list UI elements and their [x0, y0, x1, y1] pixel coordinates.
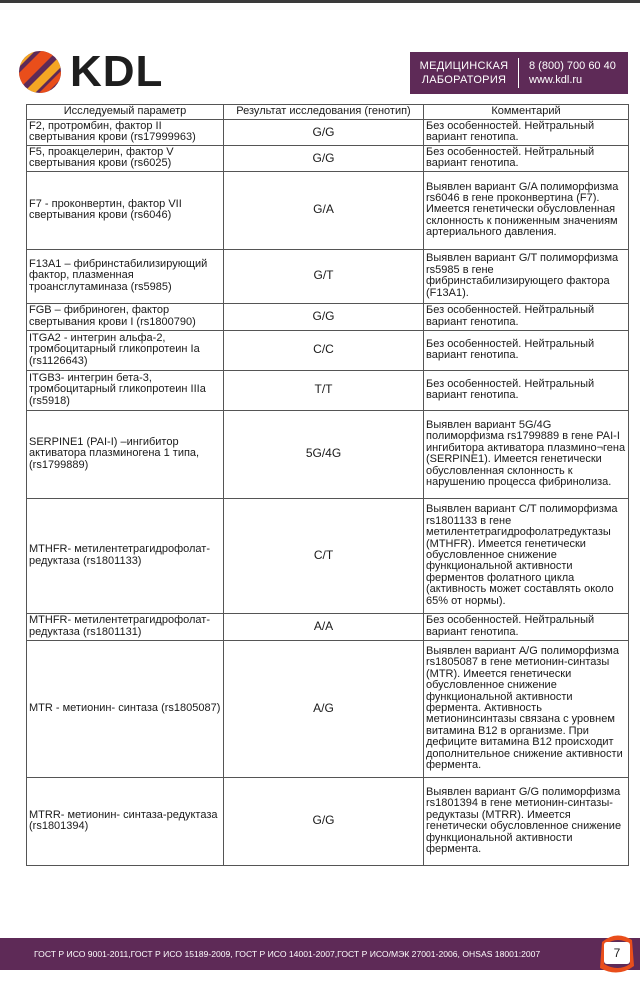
cell-comment: Выявлен вариант G/G полиморфизма rs1801394 в гене метионин-синтазы-редуктазы (MTRR). Имеется генетически обусловленное снижение функциональной активности фермента. — [424, 777, 629, 865]
cell-parameter: MTHFR- метилентетрагидрофолат-редуктаза (rs1801131) — [27, 613, 224, 640]
cell-result: A/G — [224, 640, 424, 777]
lab-contacts — [519, 59, 616, 87]
table-row — [27, 171, 629, 249]
page-number: 7 — [604, 942, 630, 964]
lab-name — [410, 59, 518, 87]
cell-result: G/A — [224, 171, 424, 249]
top-border-line — [0, 0, 640, 3]
cell-parameter: SERPINE1 (PAI-I) –ингибитор активатора плазминогена 1 типа, (rs1799889) — [27, 410, 224, 498]
lab-name-line2: ЛАБОРАТОРИЯ — [421, 74, 507, 86]
table-row — [27, 120, 629, 146]
cell-comment: Без особенностей. Нейтральный вариант генотипа. — [424, 145, 629, 171]
cell-result: C/T — [224, 498, 424, 613]
cell-parameter: F7 - проконвертин, фактор VII свертывания крови (rs6046) — [27, 171, 224, 249]
table-row — [27, 330, 629, 370]
lab-name-line1: МЕДИЦИНСКАЯ — [419, 60, 509, 72]
table-row — [27, 249, 629, 303]
logo-wordmark: KDL — [70, 47, 164, 96]
cell-comment: Без особенностей. Нейтральный вариант генотипа. — [424, 120, 629, 146]
cell-result: G/T — [224, 249, 424, 303]
genotype-results-table — [26, 104, 629, 866]
table-row — [27, 303, 629, 330]
cell-result: G/G — [224, 303, 424, 330]
cell-comment: Выявлен вариант C/T полиморфизма rs1801133 в гене метилентетрагидрофолатредуктазы (MTHFR). Имеется генетически обусловленное снижение функциональной активности ферментов фолатного цикла (активность может составлять около 65% от нормы). — [424, 498, 629, 613]
table-row — [27, 498, 629, 613]
cell-parameter: MTRR- метионин- синтаза-редуктаза (rs1801394) — [27, 777, 224, 865]
cell-parameter: F13A1 – фибринстабилизирующий фактор, плазменная троансглутаминаза (rs5985) — [27, 249, 224, 303]
cell-parameter: FGB – фибриноген, фактор свертывания крови I (rs1800790) — [27, 303, 224, 330]
column-header-result: Результат исследования (генотип) — [224, 105, 424, 120]
phone-number: 8 (800) 700 60 40 — [529, 60, 616, 72]
cell-result: A/A — [224, 613, 424, 640]
cell-parameter: F2, протромбин, фактор II свертывания крови (rs17999963) — [27, 120, 224, 146]
cell-parameter: ITGB3- интегрин бета-3, тромбоцитарный гликопротеин IIIa (rs5918) — [27, 370, 224, 410]
table-row — [27, 370, 629, 410]
kdl-logo-icon — [18, 50, 62, 94]
table-row — [27, 640, 629, 777]
cell-comment: Без особенностей. Нейтральный вариант генотипа. — [424, 330, 629, 370]
cell-comment: Выявлен вариант G/T полиморфизма rs5985 в гене фибринстабилизирующего фактора (F13A1). — [424, 249, 629, 303]
cell-comment: Выявлен вариант A/G полиморфизма rs1805087 в гене метионин-синтазы (MTR). Имеется генетически обусловленное снижение функциональной активности фермента. Активность метионинсинтазы связана с уровнем витамина B12 в организме. При дефиците витамина B12 происходит дополнительное снижение активности фермента. — [424, 640, 629, 777]
cell-result: 5G/4G — [224, 410, 424, 498]
table-row — [27, 145, 629, 171]
cell-result: G/G — [224, 120, 424, 146]
table-header-row — [27, 105, 629, 120]
footer-standards: ГОСТ Р ИСО 9001-2011,ГОСТ Р ИСО 15189-2009, ГОСТ Р ИСО 14001-2007,ГОСТ Р ИСО/МЭК 27001-2006, OHSAS 18001:2007 — [34, 949, 541, 959]
cell-comment: Выявлен вариант 5G/4G полиморфизма rs1799889 в гене PAI-I ингибитора активатора плазмино¬гена (SERPINE1). Имеется генетически обусловленная склонность к нарушению процесса фибринолиза. — [424, 410, 629, 498]
cell-parameter: MTR - метионин- синтаза (rs1805087) — [27, 640, 224, 777]
website-link[interactable]: www.kdl.ru — [529, 74, 583, 86]
cell-comment: Без особенностей. Нейтральный вариант генотипа. — [424, 613, 629, 640]
cell-comment: Без особенностей. Нейтральный вариант генотипа. — [424, 370, 629, 410]
table-row — [27, 613, 629, 640]
table-row — [27, 777, 629, 865]
footer-bar — [0, 938, 640, 970]
cell-result: T/T — [224, 370, 424, 410]
lab-contact-box — [410, 52, 628, 94]
cell-parameter: ITGA2 - интегрин альфа-2, тромбоцитарный гликопротеин Ia (rs1126643) — [27, 330, 224, 370]
cell-result: G/G — [224, 145, 424, 171]
cell-result: C/C — [224, 330, 424, 370]
cell-result: G/G — [224, 777, 424, 865]
column-header-parameter: Исследуемый параметр — [27, 105, 224, 120]
cell-comment: Без особенностей. Нейтральный вариант генотипа. — [424, 303, 629, 330]
cell-comment: Выявлен вариант G/A полиморфизма rs6046 в гене проконвертина (F7). Имеется генетически обусловленная склонность к пониженным значениям артериального давления. — [424, 171, 629, 249]
cell-parameter: MTHFR- метилентетрагидрофолат-редуктаза (rs1801133) — [27, 498, 224, 613]
cell-parameter: F5, проакцелерин, фактор V свертывания крови (rs6025) — [27, 145, 224, 171]
table-row — [27, 410, 629, 498]
column-header-comment: Комментарий — [424, 105, 629, 120]
kdl-logo — [18, 47, 164, 96]
